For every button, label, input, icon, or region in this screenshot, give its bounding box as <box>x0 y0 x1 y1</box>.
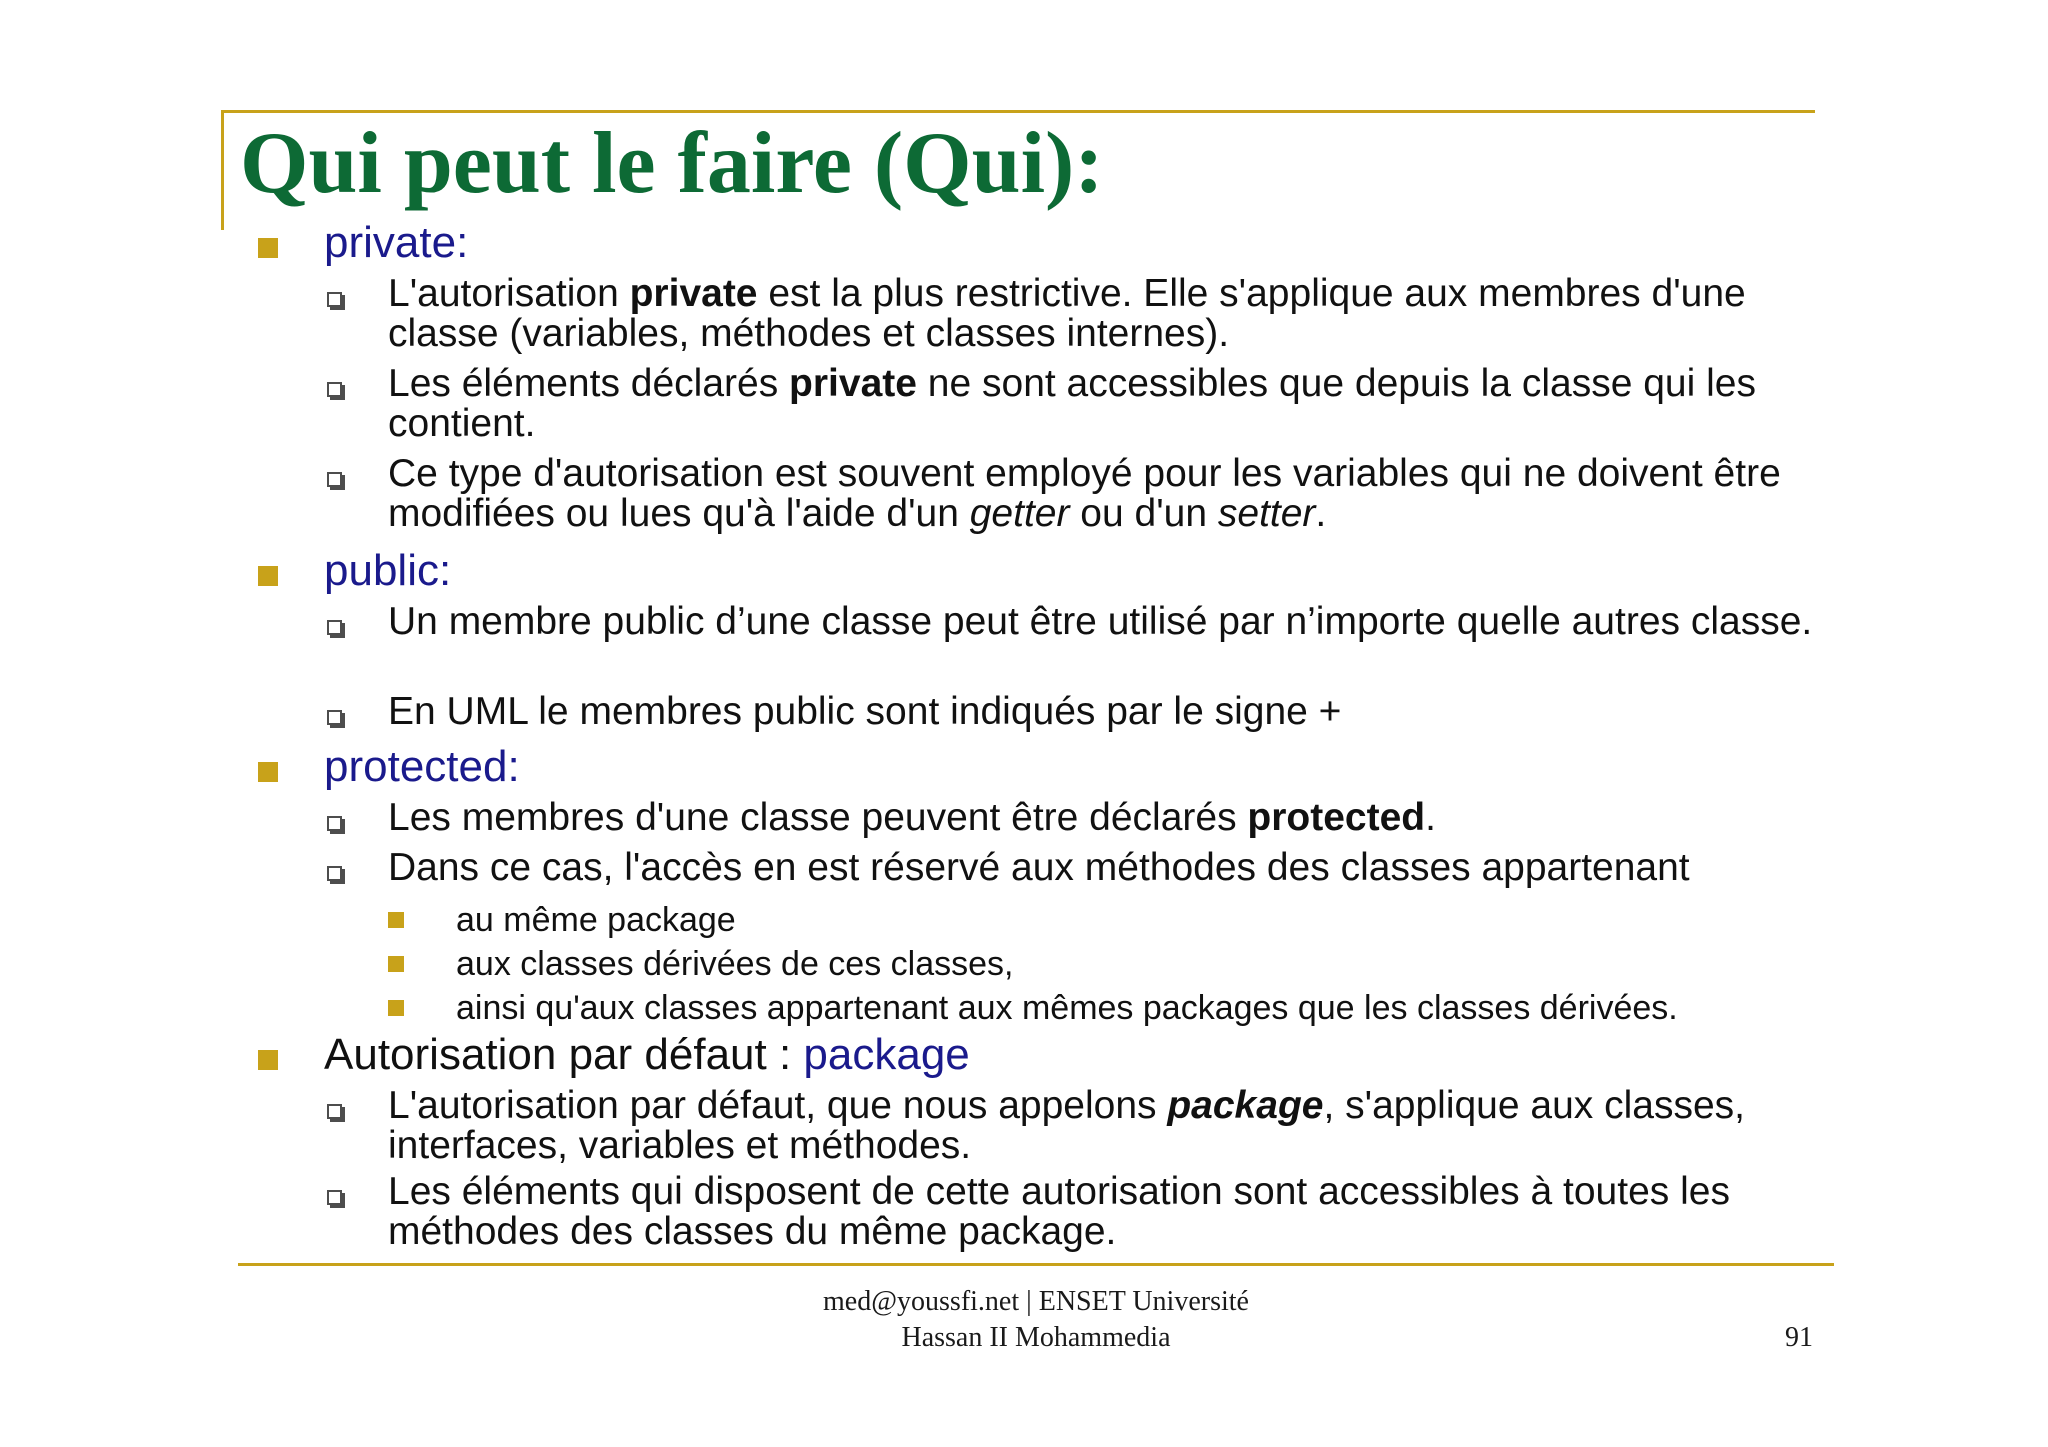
bullet-checkbox-icon <box>327 1190 342 1205</box>
protected-sub-item-3: ainsi qu'aux classes appartenant aux mêmes packages que les classes dérivées. <box>456 989 1678 1027</box>
bullet-square-icon <box>258 762 278 782</box>
protected-item-1: Les membres d'une classe peuvent être déclarés protected. <box>388 796 1436 839</box>
public-item-2: En UML le membres public sont indiqués par le signe + <box>388 690 1342 733</box>
footer-line-2: Hassan II Mohammedia <box>901 1322 1171 1353</box>
bullet-checkbox-icon <box>327 472 342 487</box>
protected-sub-item-1: au même package <box>456 901 736 939</box>
footer-line-1: med@youssfi.net | ENSET Université <box>823 1286 1249 1317</box>
bullet-square-icon <box>258 1050 278 1070</box>
package-item-2: Les éléments qui disposent de cette autorisation sont accessibles à toutes les méthodes des classes du même package. <box>388 1170 1730 1253</box>
public-item-1: Un membre public d’une classe peut être utilisé par n’importe quelle autres classe. <box>388 600 1813 643</box>
private-item-1: L'autorisation private est la plus restrictive. Elle s'applique aux membres d'une classe (variables, méthodes et classes internes). <box>388 272 1746 355</box>
bullet-checkbox-icon <box>327 382 342 397</box>
private-heading: private: <box>324 218 469 267</box>
bullet-small-square-icon <box>388 956 404 972</box>
page-number: 91 <box>1785 1322 1813 1353</box>
bullet-checkbox-icon <box>327 816 342 831</box>
title-frame-left-rule <box>221 110 224 230</box>
bullet-checkbox-icon <box>327 866 342 881</box>
bullet-checkbox-icon <box>327 292 342 307</box>
bullet-small-square-icon <box>388 1000 404 1016</box>
bullet-square-icon <box>258 238 278 258</box>
private-item-3: Ce type d'autorisation est souvent employé pour les variables qui ne doivent être modifiées ou lues qu'à l'aide d'un getter ou d'un setter. <box>388 452 1781 535</box>
bullet-checkbox-icon <box>327 1104 342 1119</box>
package-item-1: L'autorisation par défaut, que nous appelons package, s'applique aux classes, interfaces, variables et méthodes. <box>388 1084 1745 1167</box>
package-heading: Autorisation par défaut : package <box>324 1030 970 1079</box>
bullet-small-square-icon <box>388 912 404 928</box>
footer-rule <box>238 1263 1834 1266</box>
bullet-square-icon <box>258 566 278 586</box>
public-heading: public: <box>324 546 452 595</box>
private-item-2: Les éléments déclarés private ne sont accessibles que depuis la classe qui les contient. <box>388 362 1756 445</box>
protected-item-2: Dans ce cas, l'accès en est réservé aux méthodes des classes appartenant <box>388 846 1690 889</box>
protected-sub-item-2: aux classes dérivées de ces classes, <box>456 945 1014 983</box>
bullet-checkbox-icon <box>327 620 342 635</box>
bullet-checkbox-icon <box>327 710 342 725</box>
slide-title: Qui peut le faire (Qui): <box>240 115 1104 212</box>
footer <box>736 1284 1336 1356</box>
protected-heading: protected: <box>324 742 520 791</box>
